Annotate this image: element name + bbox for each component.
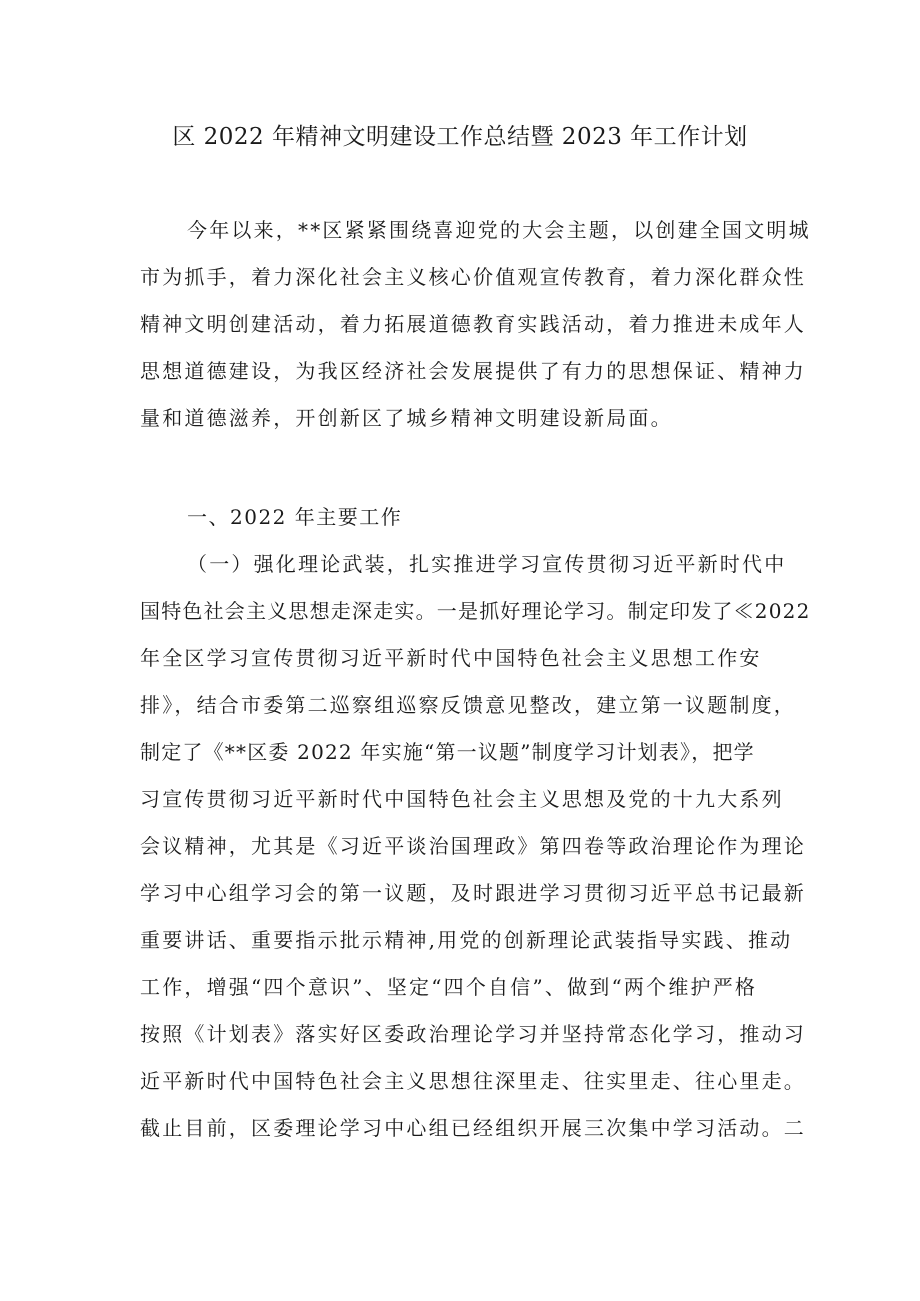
body-line: 年全区学习宣传贯彻习近平新时代中国特色社会主义思想工作安 xyxy=(140,646,762,670)
body-line: 国特色社会主义思想走深走实。一是抓好理论学习。制定印发了≪2022 xyxy=(140,599,811,623)
intro-line: 精神文明创建活动，着力拓展道德教育实践活动，着力推进未成年人 xyxy=(140,312,806,336)
body-line: 工作，增强“四个意识”、坚定“四个自信”、做到“两个维护严格 xyxy=(140,975,758,999)
body-line: 会议精神，尤其是《习近平谈治国理政》第四卷等政治理论作为理论 xyxy=(140,834,806,858)
body-line: 排》，结合市委第二巡察组巡察反馈意见整改，建立第一议题制度， xyxy=(140,693,796,717)
body-line: 学习中心组学习会的第一议题，及时跟进学习贯彻习近平总书记最新 xyxy=(140,881,806,905)
intro-line: 量和道德滋养，开创新区了城乡精神文明建设新局面。 xyxy=(140,406,673,430)
intro-line: 思想道德建设，为我区经济社会发展提供了有力的思想保证、精神力 xyxy=(140,359,806,383)
body-line: 按照《计划表》落实好区委政治理论学习并坚持常态化学习，推动习 xyxy=(140,1022,806,1046)
body-line: 近平新时代中国特色社会主义思想往深里走、往实里走、往心里走。 xyxy=(140,1069,806,1093)
intro-line: 今年以来，**区紧紧围绕喜迎党的大会主题，以创建全国文明城 xyxy=(187,218,811,242)
body-line: 习宣传贯彻习近平新时代中国特色社会主义思想及党的十九大系列 xyxy=(140,787,784,811)
body-line: （一）强化理论武装，扎实推进学习宣传贯彻习近平新时代中 xyxy=(187,552,787,576)
body-line: 截止目前，区委理论学习中心组已经组织开展三次集中学习活动。二 xyxy=(140,1116,806,1140)
body-line: 制定了《**区委 2022 年实施“第一议题”制度学习计划表》，把学 xyxy=(140,740,755,764)
document-title: 区 2022 年精神文明建设工作总结暨 2023 年工作计划 xyxy=(172,124,748,150)
intro-line: 市为抓手，着力深化社会主义核心价值观宣传教育，着力深化群众性 xyxy=(140,265,806,289)
section-heading: 一、2022 年主要工作 xyxy=(187,505,403,529)
body-line: 重要讲话、重要指示批示精神,用党的创新理论武装指导实践、推动 xyxy=(140,928,793,952)
